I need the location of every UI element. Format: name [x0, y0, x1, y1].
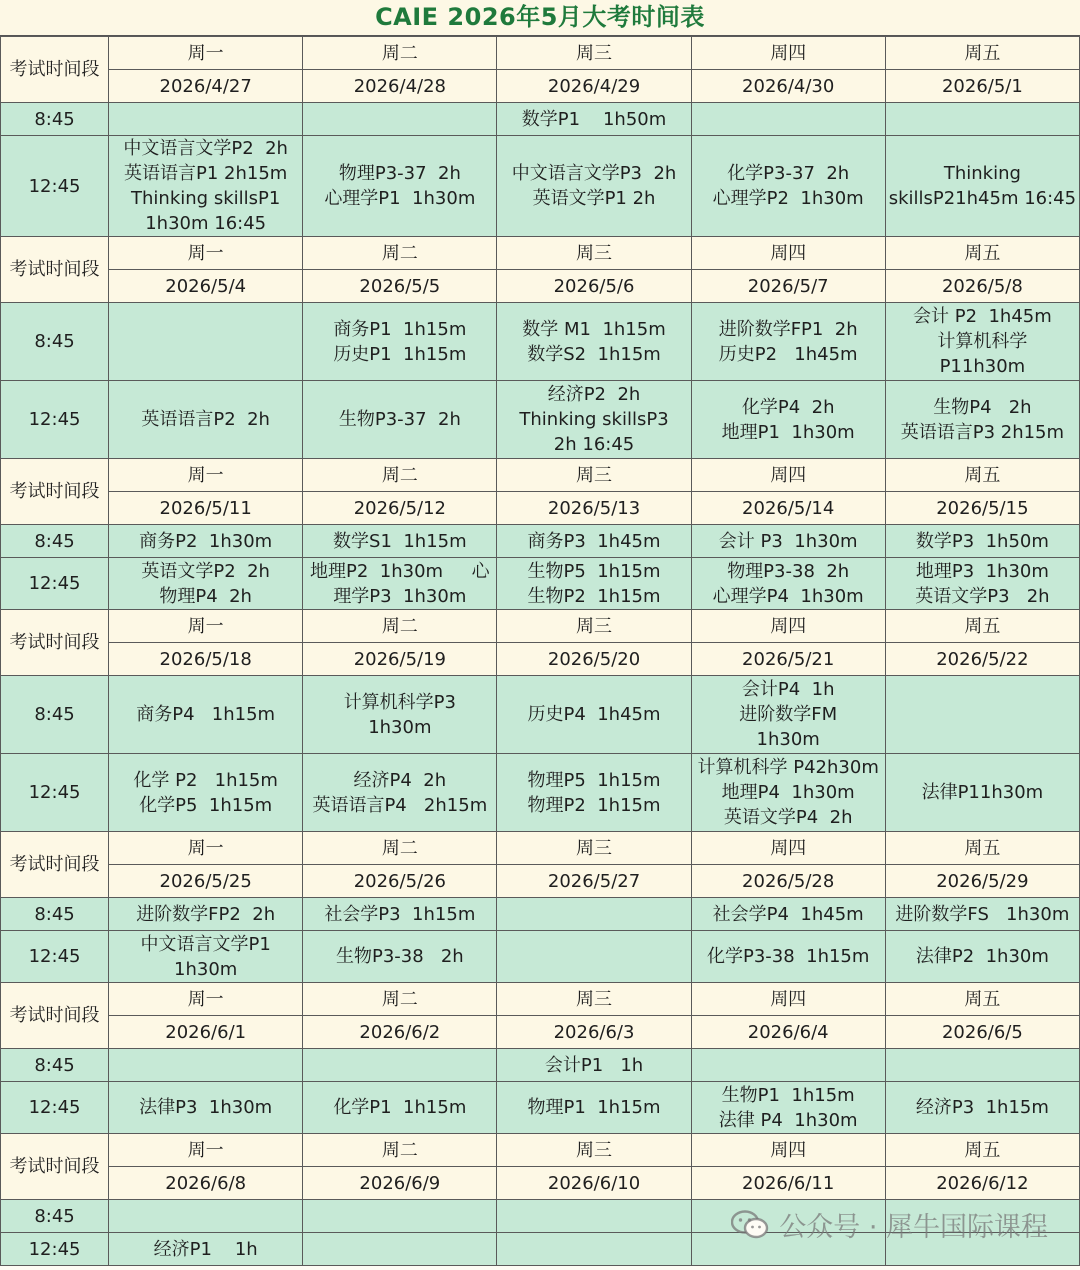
- time-cell: 8:45: [1, 103, 109, 136]
- week-date-row: [1, 70, 1080, 103]
- date-cell: 2026/6/3: [497, 1016, 691, 1049]
- exam-entry: 地理P4 1h30m: [721, 782, 855, 803]
- exam-entry: 经济P2 2h: [547, 384, 641, 405]
- exam-entry: 化学P3-38 1h15m: [706, 946, 870, 967]
- time-cell: 12:45: [1, 381, 109, 459]
- weekday-cell: 周一: [109, 832, 303, 865]
- exam-slot-row: [1, 1049, 1080, 1082]
- time-cell: 8:45: [1, 525, 109, 558]
- exam-cell: [691, 381, 885, 459]
- exam-cell: [885, 754, 1079, 832]
- exam-entry: 英语文学P2 2h: [141, 560, 270, 582]
- exam-cell: [497, 1082, 691, 1134]
- exam-entry: 理学P3 1h30m: [333, 585, 467, 607]
- exam-slot-row: [1, 525, 1080, 558]
- exam-entry: 会计 P3 1h30m: [718, 530, 858, 552]
- exam-entry: 生物P3-37 2h: [338, 409, 461, 430]
- exam-cell: [109, 558, 303, 610]
- date-cell: 2026/5/4: [109, 270, 303, 303]
- exam-cell: [109, 931, 303, 983]
- exam-entry: 法律P2 1h30m: [915, 946, 1049, 967]
- exam-slot-row: [1, 1233, 1080, 1266]
- exam-cell: [885, 1082, 1079, 1134]
- weekday-cell: 周五: [885, 37, 1079, 70]
- weekday-cell: 周三: [497, 237, 691, 270]
- exam-entry: 物理P5 1h15m: [527, 769, 661, 791]
- weekday-cell: 周三: [497, 1134, 691, 1167]
- exam-entry: 心理学P1 1h30m: [324, 188, 476, 209]
- date-cell: 2026/5/11: [109, 492, 303, 525]
- exam-entry: 数学S1 1h15m: [333, 530, 467, 552]
- exam-entry: 会计P1 1h: [544, 1054, 644, 1076]
- exam-cell: [303, 931, 497, 983]
- exam-entry: 计算机科学: [937, 331, 1028, 352]
- exam-entry: 地理P3 1h30m: [915, 560, 1049, 582]
- time-slot-label: 考试时间段: [1, 237, 109, 303]
- exam-slot-row: [1, 1200, 1080, 1233]
- exam-cell: [109, 1082, 303, 1134]
- page-title: CAIE 2026年5月大考时间表: [0, 0, 1080, 36]
- date-cell: 2026/5/28: [691, 865, 885, 898]
- exam-entry: 物理P3-38 2h: [727, 560, 850, 582]
- exam-cell: [497, 136, 691, 237]
- exam-cell: [497, 103, 691, 136]
- week-date-row: [1, 643, 1080, 676]
- exam-entry: 英语文学P3 2h: [915, 585, 1050, 607]
- weekday-cell: 周四: [691, 459, 885, 492]
- exam-cell: [109, 1200, 303, 1233]
- exam-entry: 计算机科学 P42h30m: [697, 757, 879, 778]
- exam-cell: [497, 1200, 691, 1233]
- exam-entry: 化学P5 1h15m: [139, 794, 273, 816]
- weekday-cell: 周一: [109, 237, 303, 270]
- week-header-row: [1, 459, 1080, 492]
- time-cell: 12:45: [1, 931, 109, 983]
- exam-cell: [303, 136, 497, 237]
- exam-cell: [109, 676, 303, 754]
- exam-entry: 数学P3 1h50m: [915, 530, 1049, 552]
- exam-entry: 物理P3-37 2h: [338, 163, 461, 184]
- exam-entry: 中文语言文学P2 2h: [123, 138, 288, 159]
- exam-entry: 商务P2 1h30m: [139, 530, 273, 552]
- exam-entry: 生物P2 1h15m: [527, 585, 661, 607]
- weekday-cell: 周一: [109, 983, 303, 1016]
- week-date-row: [1, 492, 1080, 525]
- date-cell: 2026/5/21: [691, 643, 885, 676]
- exam-entry: 数学 M1 1h15m: [522, 318, 666, 340]
- exam-entry: skillsP21h45m 16:45: [888, 188, 1077, 209]
- exam-cell: [303, 525, 497, 558]
- weekday-cell: 周四: [691, 237, 885, 270]
- exam-entry: 生物P3-38 2h: [335, 946, 464, 967]
- exam-entry: 经济P1 1h: [153, 1238, 258, 1260]
- weekday-cell: 周二: [303, 37, 497, 70]
- exam-slot-row: [1, 558, 1080, 610]
- exam-cell: [303, 1049, 497, 1082]
- exam-cell: [303, 898, 497, 931]
- time-cell: 8:45: [1, 898, 109, 931]
- exam-entry: 化学P1 1h15m: [333, 1097, 467, 1118]
- time-slot-label: 考试时间段: [1, 983, 109, 1049]
- exam-entry: Thinking: [943, 163, 1021, 184]
- exam-entry: 心理学P4 1h30m: [712, 585, 864, 607]
- exam-slot-row: [1, 898, 1080, 931]
- exam-cell: [303, 754, 497, 832]
- weekday-cell: 周五: [885, 237, 1079, 270]
- weekday-cell: 周四: [691, 832, 885, 865]
- exam-cell: [691, 1200, 885, 1233]
- date-cell: 2026/5/13: [497, 492, 691, 525]
- exam-cell: [885, 525, 1079, 558]
- date-cell: 2026/5/5: [303, 270, 497, 303]
- weekday-cell: 周二: [303, 832, 497, 865]
- week-header-row: [1, 610, 1080, 643]
- date-cell: 2026/5/20: [497, 643, 691, 676]
- exam-cell: [691, 898, 885, 931]
- exam-cell: [691, 558, 885, 610]
- exam-entry: 中文语言文学P3 2h: [511, 163, 677, 184]
- weekday-cell: 周三: [497, 610, 691, 643]
- date-cell: 2026/5/19: [303, 643, 497, 676]
- exam-cell: [885, 676, 1079, 754]
- exam-slot-row: [1, 676, 1080, 754]
- exam-entry: 数学S2 1h15m: [527, 343, 661, 365]
- exam-cell: [691, 525, 885, 558]
- date-cell: 2026/6/9: [303, 1167, 497, 1200]
- exam-cell: [885, 898, 1079, 931]
- exam-entry: 物理P2 1h15m: [527, 794, 661, 816]
- weekday-cell: 周二: [303, 610, 497, 643]
- exam-cell: [497, 381, 691, 459]
- exam-cell: [885, 381, 1079, 459]
- exam-entry: P11h30m: [939, 356, 1026, 377]
- time-cell: 12:45: [1, 1082, 109, 1134]
- exam-cell: [497, 898, 691, 931]
- weekday-cell: 周三: [497, 37, 691, 70]
- exam-entry: 商务P4 1h15m: [136, 704, 276, 725]
- date-cell: 2026/4/28: [303, 70, 497, 103]
- exam-entry: 生物P1 1h15m: [721, 1084, 855, 1106]
- exam-entry: 会计 P2 1h45m: [913, 306, 1052, 327]
- exam-cell: [885, 558, 1079, 610]
- exam-cell: [885, 1200, 1079, 1233]
- exam-cell: [497, 303, 691, 381]
- exam-cell: [109, 1233, 303, 1266]
- exam-entry: 英语语言P4 2h15m: [312, 794, 488, 816]
- date-cell: 2026/5/7: [691, 270, 885, 303]
- exam-slot-row: [1, 1082, 1080, 1134]
- exam-entry: 数学P1 1h50m: [521, 108, 667, 130]
- time-slot-label: 考试时间段: [1, 459, 109, 525]
- date-cell: 2026/5/18: [109, 643, 303, 676]
- exam-entry: 英语语言P2 2h: [141, 409, 270, 430]
- date-cell: 2026/6/1: [109, 1016, 303, 1049]
- week-header-row: [1, 37, 1080, 70]
- exam-cell: [691, 1082, 885, 1134]
- weekday-cell: 周五: [885, 459, 1079, 492]
- time-cell: 8:45: [1, 676, 109, 754]
- exam-entry: 1h30m 16:45: [145, 213, 267, 234]
- weekday-cell: 周四: [691, 610, 885, 643]
- exam-entry: 英语语言P1 2h15m: [124, 163, 288, 184]
- exam-cell: [691, 1049, 885, 1082]
- weekday-cell: 周五: [885, 610, 1079, 643]
- exam-cell: [691, 754, 885, 832]
- time-cell: 8:45: [1, 303, 109, 381]
- week-date-row: [1, 865, 1080, 898]
- exam-cell: [109, 754, 303, 832]
- time-cell: 12:45: [1, 754, 109, 832]
- date-cell: 2026/6/4: [691, 1016, 885, 1049]
- exam-cell: [303, 558, 497, 610]
- exam-cell: [497, 525, 691, 558]
- date-cell: 2026/5/27: [497, 865, 691, 898]
- exam-cell: [497, 1049, 691, 1082]
- exam-cell: [691, 103, 885, 136]
- weekday-cell: 周三: [497, 983, 691, 1016]
- exam-cell: [497, 558, 691, 610]
- exam-cell: [303, 1082, 497, 1134]
- exam-entry: 进阶数学FP1 2h: [718, 318, 858, 340]
- exam-cell: [497, 676, 691, 754]
- exam-entry: 进阶数学FP2 2h: [136, 903, 276, 925]
- time-cell: 12:45: [1, 558, 109, 610]
- exam-entry: Thinking skillsP3: [519, 409, 669, 430]
- weekday-cell: 周四: [691, 37, 885, 70]
- exam-entry: 生物P5 1h15m: [527, 560, 661, 582]
- exam-entry: 英语文学P4 2h: [723, 807, 853, 828]
- date-cell: 2026/6/12: [885, 1167, 1079, 1200]
- exam-cell: [497, 931, 691, 983]
- exam-entry: 历史P4 1h45m: [527, 704, 661, 725]
- exam-entry: 进阶数学FM: [739, 704, 838, 725]
- exam-entry: 法律P3 1h30m: [139, 1097, 273, 1118]
- exam-cell: [691, 1233, 885, 1266]
- exam-cell: [303, 103, 497, 136]
- exam-entry: 商务P3 1h45m: [527, 530, 661, 552]
- date-cell: 2026/4/27: [109, 70, 303, 103]
- time-cell: 8:45: [1, 1200, 109, 1233]
- exam-entry: 法律 P4 1h30m: [718, 1109, 858, 1131]
- exam-cell: [885, 103, 1079, 136]
- exam-slot-row: [1, 754, 1080, 832]
- exam-entry: 物理P1 1h15m: [527, 1097, 661, 1118]
- weekday-cell: 周一: [109, 459, 303, 492]
- time-slot-label: 考试时间段: [1, 1134, 109, 1200]
- weekday-cell: 周四: [691, 1134, 885, 1167]
- exam-entry: 化学 P2 1h15m: [133, 769, 278, 791]
- exam-cell: [885, 1233, 1079, 1266]
- exam-entry: 心理学P2 1h30m: [712, 188, 864, 209]
- exam-cell: [109, 303, 303, 381]
- exam-slot-row: [1, 931, 1080, 983]
- exam-entry: 会计P4 1h: [741, 679, 835, 700]
- exam-entry: 进阶数学FS 1h30m: [895, 903, 1070, 925]
- exam-cell: [691, 676, 885, 754]
- weekday-cell: 周一: [109, 37, 303, 70]
- date-cell: 2026/4/30: [691, 70, 885, 103]
- exam-cell: [109, 136, 303, 237]
- exam-entry: 经济P3 1h15m: [915, 1097, 1049, 1118]
- weekday-cell: 周三: [497, 459, 691, 492]
- date-cell: 2026/6/8: [109, 1167, 303, 1200]
- exam-entry: 社会学P4 1h45m: [712, 903, 864, 925]
- exam-cell: [109, 898, 303, 931]
- week-header-row: [1, 832, 1080, 865]
- exam-cell: [885, 1049, 1079, 1082]
- exam-cell: [885, 931, 1079, 983]
- weekday-cell: 周五: [885, 832, 1079, 865]
- weekday-cell: 周五: [885, 1134, 1079, 1167]
- date-cell: 2026/5/25: [109, 865, 303, 898]
- weekday-cell: 周五: [885, 983, 1079, 1016]
- weekday-cell: 周一: [109, 610, 303, 643]
- exam-entry: 社会学P3 1h15m: [324, 903, 476, 925]
- exam-entry: 英语语言P3 2h15m: [900, 421, 1065, 443]
- exam-entry: 地理P2 1h30m 心: [310, 560, 490, 582]
- week-date-row: [1, 1167, 1080, 1200]
- date-cell: 2026/6/5: [885, 1016, 1079, 1049]
- date-cell: 2026/5/26: [303, 865, 497, 898]
- date-cell: 2026/4/29: [497, 70, 691, 103]
- exam-entry: 化学P4 2h: [741, 396, 835, 418]
- exam-slot-row: [1, 136, 1080, 237]
- exam-cell: [691, 931, 885, 983]
- exam-entry: 生物P4 2h: [933, 396, 1032, 418]
- weekday-cell: 周二: [303, 1134, 497, 1167]
- exam-cell: [109, 381, 303, 459]
- exam-entry: 物理P4 2h: [159, 585, 252, 607]
- time-slot-label: 考试时间段: [1, 832, 109, 898]
- exam-cell: [109, 525, 303, 558]
- exam-cell: [109, 103, 303, 136]
- date-cell: 2026/5/22: [885, 643, 1079, 676]
- time-cell: 12:45: [1, 136, 109, 237]
- exam-entry: 历史P2 1h45m: [718, 343, 858, 365]
- exam-entry: 中文语言文学P1: [140, 933, 271, 955]
- exam-slot-row: [1, 103, 1080, 136]
- exam-cell: [303, 303, 497, 381]
- date-cell: 2026/5/8: [885, 270, 1079, 303]
- exam-entry: 英语文学P1 2h: [532, 188, 656, 209]
- exam-cell: [691, 136, 885, 237]
- week-header-row: [1, 237, 1080, 270]
- time-cell: 8:45: [1, 1049, 109, 1082]
- exam-entry: 法律P11h30m: [921, 782, 1044, 803]
- exam-entry: 历史P1 1h15m: [333, 343, 467, 365]
- weekday-cell: 周三: [497, 832, 691, 865]
- exam-entry: 2h 16:45: [553, 434, 635, 455]
- date-cell: 2026/6/2: [303, 1016, 497, 1049]
- week-date-row: [1, 270, 1080, 303]
- exam-cell: [303, 1233, 497, 1266]
- week-header-row: [1, 983, 1080, 1016]
- exam-slot-row: [1, 303, 1080, 381]
- date-cell: 2026/5/1: [885, 70, 1079, 103]
- weekday-cell: 周二: [303, 459, 497, 492]
- date-cell: 2026/6/11: [691, 1167, 885, 1200]
- week-header-row: [1, 1134, 1080, 1167]
- exam-cell: [885, 136, 1079, 237]
- exam-cell: [497, 754, 691, 832]
- exam-cell: [303, 1200, 497, 1233]
- exam-cell: [303, 676, 497, 754]
- exam-slot-row: [1, 381, 1080, 459]
- weekday-cell: 周四: [691, 983, 885, 1016]
- exam-cell: [691, 303, 885, 381]
- weekday-cell: 周二: [303, 237, 497, 270]
- date-cell: 2026/5/29: [885, 865, 1079, 898]
- weekday-cell: 周二: [303, 983, 497, 1016]
- exam-cell: [109, 1049, 303, 1082]
- exam-cell: [885, 303, 1079, 381]
- exam-cell: [497, 1233, 691, 1266]
- exam-entry: 商务P1 1h15m: [333, 318, 467, 340]
- date-cell: 2026/5/6: [497, 270, 691, 303]
- time-slot-label: 考试时间段: [1, 37, 109, 103]
- exam-entry: 1h30m: [756, 729, 820, 750]
- week-date-row: [1, 1016, 1080, 1049]
- exam-entry: 地理P1 1h30m: [721, 421, 855, 443]
- date-cell: 2026/5/14: [691, 492, 885, 525]
- date-cell: 2026/5/15: [885, 492, 1079, 525]
- exam-entry: 计算机科学P3: [343, 691, 456, 713]
- exam-entry: 1h30m: [174, 958, 238, 980]
- exam-entry: 1h30m: [368, 716, 432, 738]
- watermark-text: 公众号 · 犀牛国际课程: [779, 1212, 1048, 1243]
- weekday-cell: 周一: [109, 1134, 303, 1167]
- exam-entry: 经济P4 2h: [353, 769, 447, 791]
- exam-cell: [303, 381, 497, 459]
- exam-entry: Thinking skillsP1: [131, 188, 281, 209]
- date-cell: 2026/6/10: [497, 1167, 691, 1200]
- time-slot-label: 考试时间段: [1, 610, 109, 676]
- exam-entry: 化学P3-37 2h: [727, 163, 850, 184]
- time-cell: 12:45: [1, 1233, 109, 1266]
- date-cell: 2026/5/12: [303, 492, 497, 525]
- exam-schedule-table: [0, 36, 1080, 1266]
